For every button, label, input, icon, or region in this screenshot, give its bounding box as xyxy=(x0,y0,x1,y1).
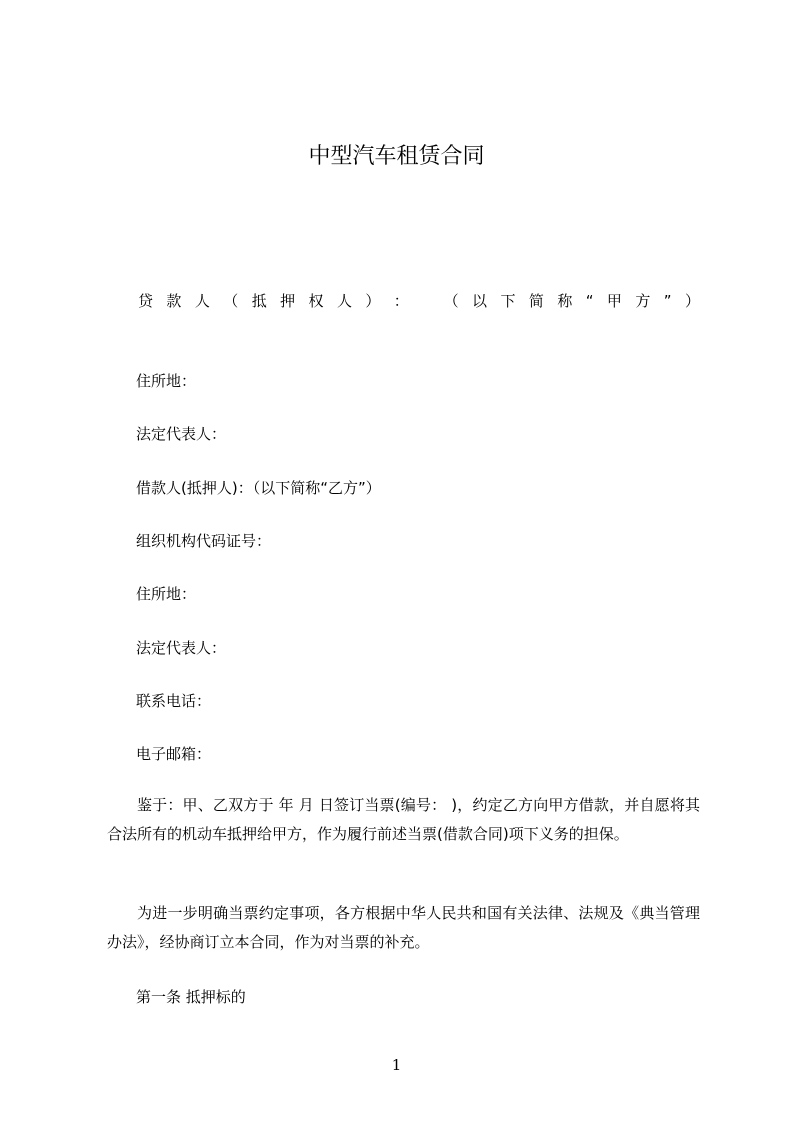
lender-line-char: ） xyxy=(684,292,700,310)
borrower-label: 借款人(抵押人)：（以下简称“乙方”） xyxy=(136,479,381,497)
phone-label: 联系电话： xyxy=(136,692,212,710)
page-number: 1 xyxy=(391,1056,402,1074)
lender-line-char: 款 xyxy=(166,292,182,310)
lender-line-char: （ xyxy=(443,292,459,310)
article-1-heading: 第一条 抵押标的 xyxy=(136,988,246,1006)
lender-line-char: 以 xyxy=(472,292,488,310)
org-code-label: 组织机构代码证号： xyxy=(136,532,272,550)
lender-line-char: 人 xyxy=(336,292,352,310)
borrower-legal-rep-label: 法定代表人： xyxy=(136,639,227,657)
recital-paragraph: 鉴于：甲、乙双方于 年 月 日签订当票(编号： )，约定乙方向甲方借款，并自愿将其合法所有的机动车抵押给甲方，作为履行前述当票(借款合同)项下义务的担保。 xyxy=(107,796,700,843)
lender-line xyxy=(138,290,700,312)
lender-line-char: “ xyxy=(585,292,594,310)
lender-line-char: 贷 xyxy=(138,292,154,310)
lender-line-char: 方 xyxy=(635,292,651,310)
lender-line-char: ： xyxy=(393,292,409,310)
lender-line-char: 甲 xyxy=(606,292,622,310)
lender-line-char: 下 xyxy=(500,292,516,310)
lender-line-char: ） xyxy=(365,292,381,310)
lender-line-char xyxy=(422,290,430,312)
lender-line-char: 权 xyxy=(308,292,324,310)
lender-legal-rep-label: 法定代表人： xyxy=(136,425,227,443)
lender-line-char: 简 xyxy=(528,292,544,310)
purpose-paragraph: 为进一步明确当票约定事项，各方根据中华人民共和国有关法律、法规及《典当管理办法》，经协商订立本合同，作为对当票的补充。 xyxy=(107,904,700,951)
lender-line-char: 抵 xyxy=(251,292,267,310)
lender-line-char: 人 xyxy=(194,292,210,310)
document-title: 中型汽车租赁合同 xyxy=(308,144,485,169)
lender-line-char: （ xyxy=(223,292,239,310)
borrower-address-label: 住所地： xyxy=(136,585,197,603)
email-label: 电子邮箱： xyxy=(136,745,212,763)
lender-line-char: 称 xyxy=(557,292,573,310)
lender-line-char: ” xyxy=(663,292,672,310)
lender-address-label: 住所地： xyxy=(136,372,197,390)
lender-line-char: 押 xyxy=(280,292,296,310)
